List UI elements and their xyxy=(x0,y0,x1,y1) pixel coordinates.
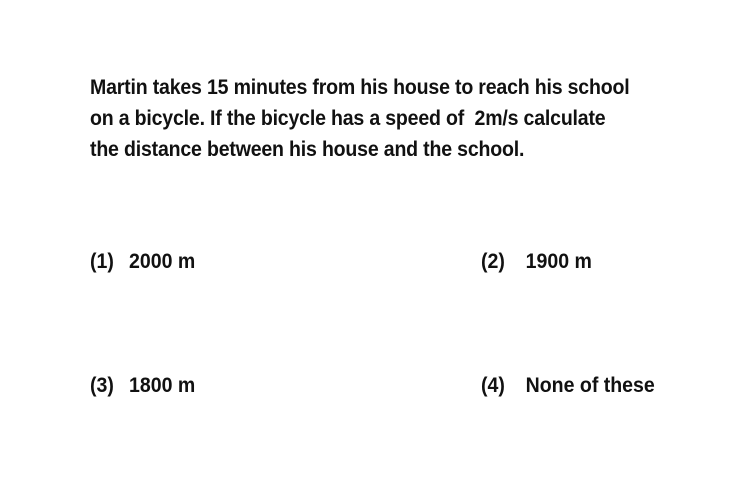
option-label: 1800 m xyxy=(129,374,196,397)
option-3[interactable] xyxy=(90,374,195,398)
option-2[interactable] xyxy=(481,250,592,274)
option-number: (4) xyxy=(481,374,505,397)
option-label: None of these xyxy=(525,374,655,397)
option-label: 2000 m xyxy=(129,250,196,273)
option-label: 1900 m xyxy=(525,250,592,273)
question-text xyxy=(90,72,630,165)
question-line: on a bicycle. If the bicycle has a speed of 2m/s calculate xyxy=(90,107,606,130)
option-4[interactable] xyxy=(481,374,655,398)
option-number: (1) xyxy=(90,250,114,273)
question-line: Martin takes 15 minutes from his house to reach his school xyxy=(90,76,630,99)
option-number: (3) xyxy=(90,374,114,397)
option-1[interactable] xyxy=(90,250,195,274)
option-number: (2) xyxy=(481,250,505,273)
question-line: the distance between his house and the school. xyxy=(90,138,525,161)
